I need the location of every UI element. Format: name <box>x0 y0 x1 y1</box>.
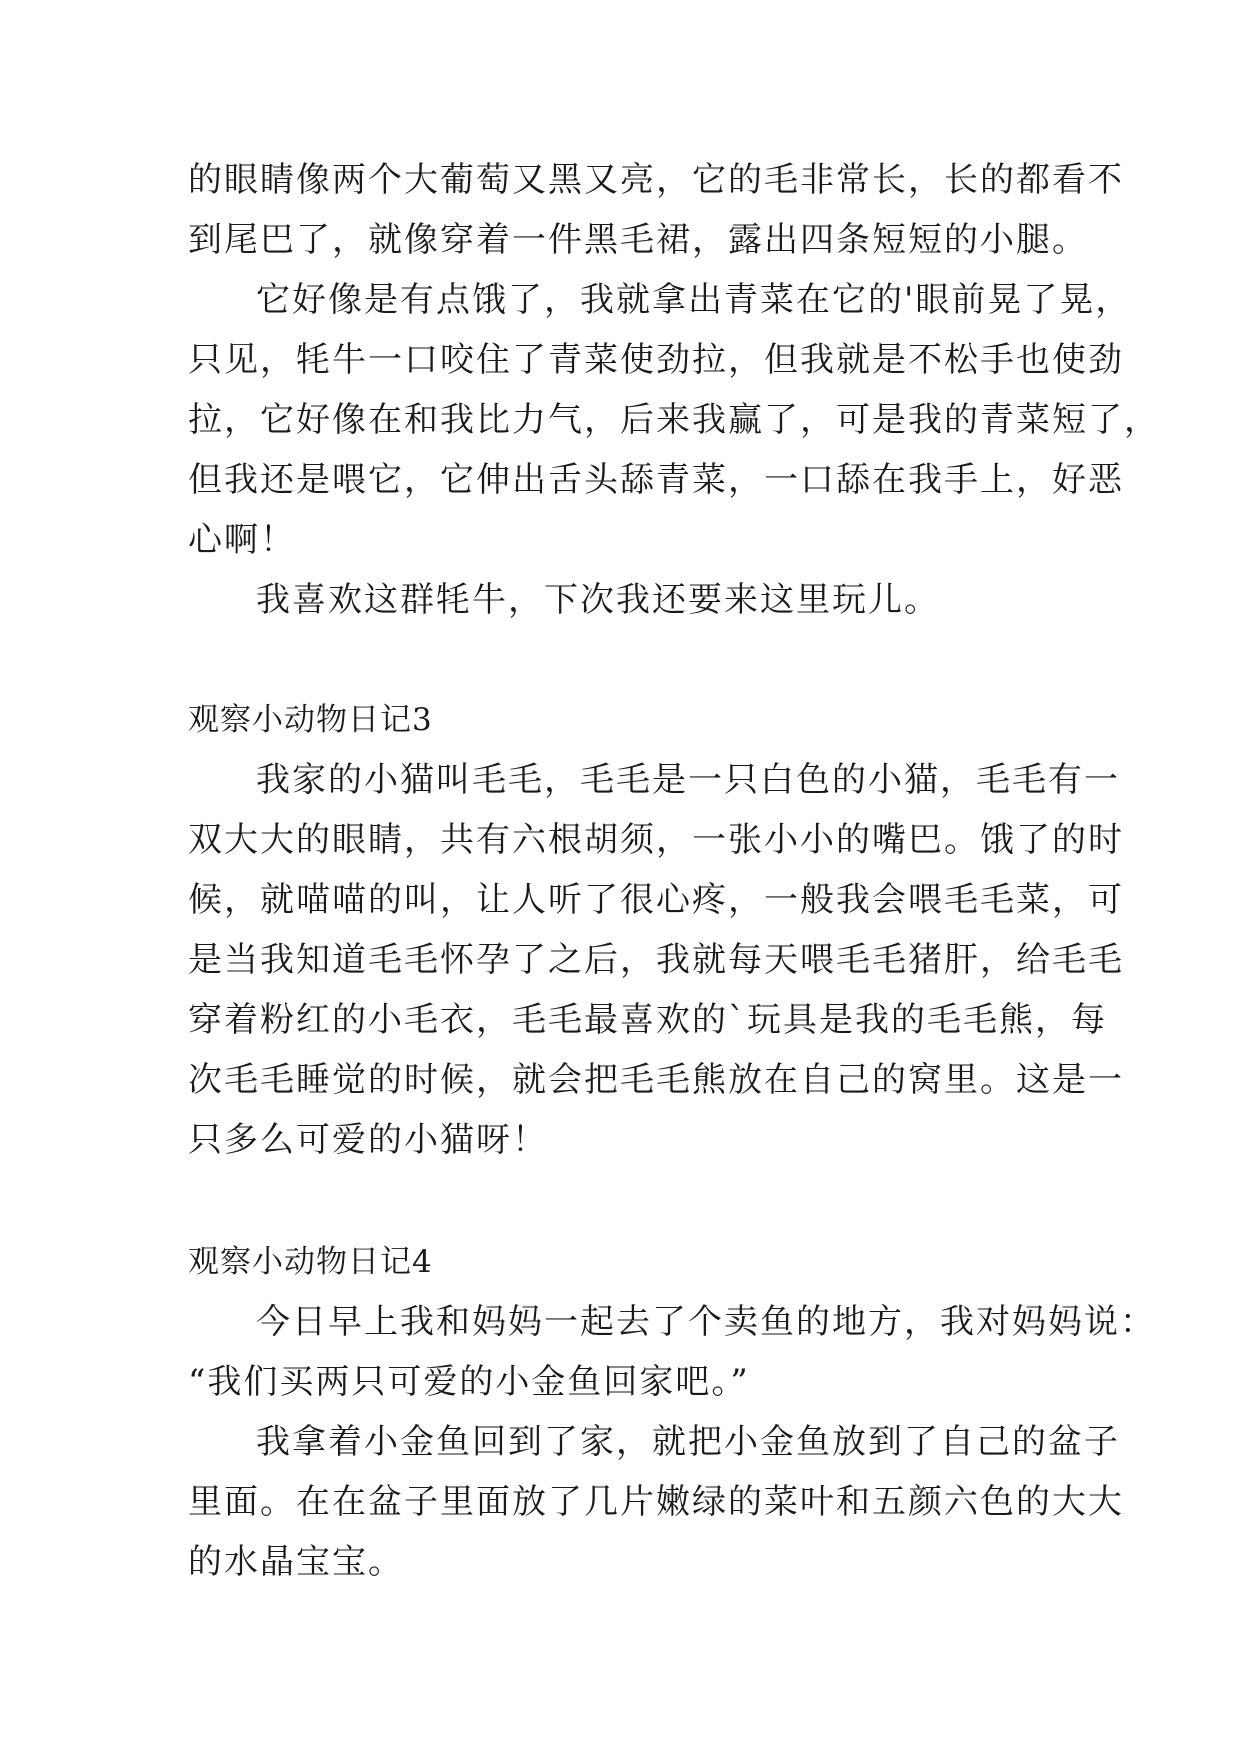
text-line: 的眼睛像两个大葡萄又黑又亮，它的毛非常长，长的都看不 <box>188 160 1124 200</box>
section-spacer <box>188 630 1068 690</box>
text-line: 我家的小猫叫毛毛，毛毛是一只白色的小猫，毛毛有一 <box>256 760 1120 800</box>
text-line: 双大大的眼睛，共有六根胡须，一张小小的嘴巴。饿了的时 <box>188 820 1124 860</box>
section4-paragraph-2 <box>188 1412 1124 1592</box>
section3-title: 观察小动物日记3 <box>188 702 433 738</box>
text-line: “我们买两只可爱的小金鱼回家吧。” <box>188 1362 750 1402</box>
section3-paragraph-1 <box>188 750 1124 1170</box>
text-line: 拉，它好像在和我比力气，后来我赢了，可是我的青菜短了， <box>188 400 1160 440</box>
section2-paragraph-1 <box>188 150 1124 270</box>
text-line: 到尾巴了，就像穿着一件黑毛裙，露出四条短短的小腿。 <box>188 220 1088 260</box>
section-spacer <box>188 1170 1068 1232</box>
text-line: 我拿着小金鱼回到了家，就把小金鱼放到了自己的盆子 <box>256 1422 1120 1462</box>
text-line: 是当我知道毛毛怀孕了之后，我就每天喂毛毛猪肝，给毛毛 <box>188 940 1124 980</box>
text-line: 穿着粉红的小毛衣，毛毛最喜欢的`玩具是我的毛毛熊，每 <box>188 1000 1107 1040</box>
section2-paragraph-2 <box>188 270 1160 570</box>
text-line: 只多么可爱的小猫呀！ <box>188 1120 548 1160</box>
section2-paragraph-3 <box>188 570 1068 630</box>
text-line: 次毛毛睡觉的时候，就会把毛毛熊放在自己的窝里。这是一 <box>188 1060 1124 1100</box>
section4-title: 观察小动物日记4 <box>188 1244 433 1280</box>
section4-paragraph-1 <box>188 1292 1156 1412</box>
text-line: 的水晶宝宝。 <box>188 1542 404 1582</box>
text-line: 只见，牦牛一口咬住了青菜使劲拉，但我就是不松手也使劲 <box>188 340 1124 380</box>
text-line: 里面。在在盆子里面放了几片嫩绿的菜叶和五颜六色的大大 <box>188 1482 1124 1522</box>
text-line: 今日早上我和妈妈一起去了个卖鱼的地方，我对妈妈说： <box>256 1302 1156 1342</box>
text-line: 我喜欢这群牦牛，下次我还要来这里玩儿。 <box>256 580 940 620</box>
document-page <box>188 150 1160 1592</box>
text-line: 心啊！ <box>188 520 296 560</box>
text-line: 候，就喵喵的叫，让人听了很心疼，一般我会喂毛毛菜，可 <box>188 880 1124 920</box>
text-line: 它好像是有点饿了，我就拿出青菜在它的'眼前晃了晃， <box>256 280 1132 320</box>
text-line: 但我还是喂它，它伸出舌头舔青菜，一口舔在我手上，好恶 <box>188 460 1124 500</box>
